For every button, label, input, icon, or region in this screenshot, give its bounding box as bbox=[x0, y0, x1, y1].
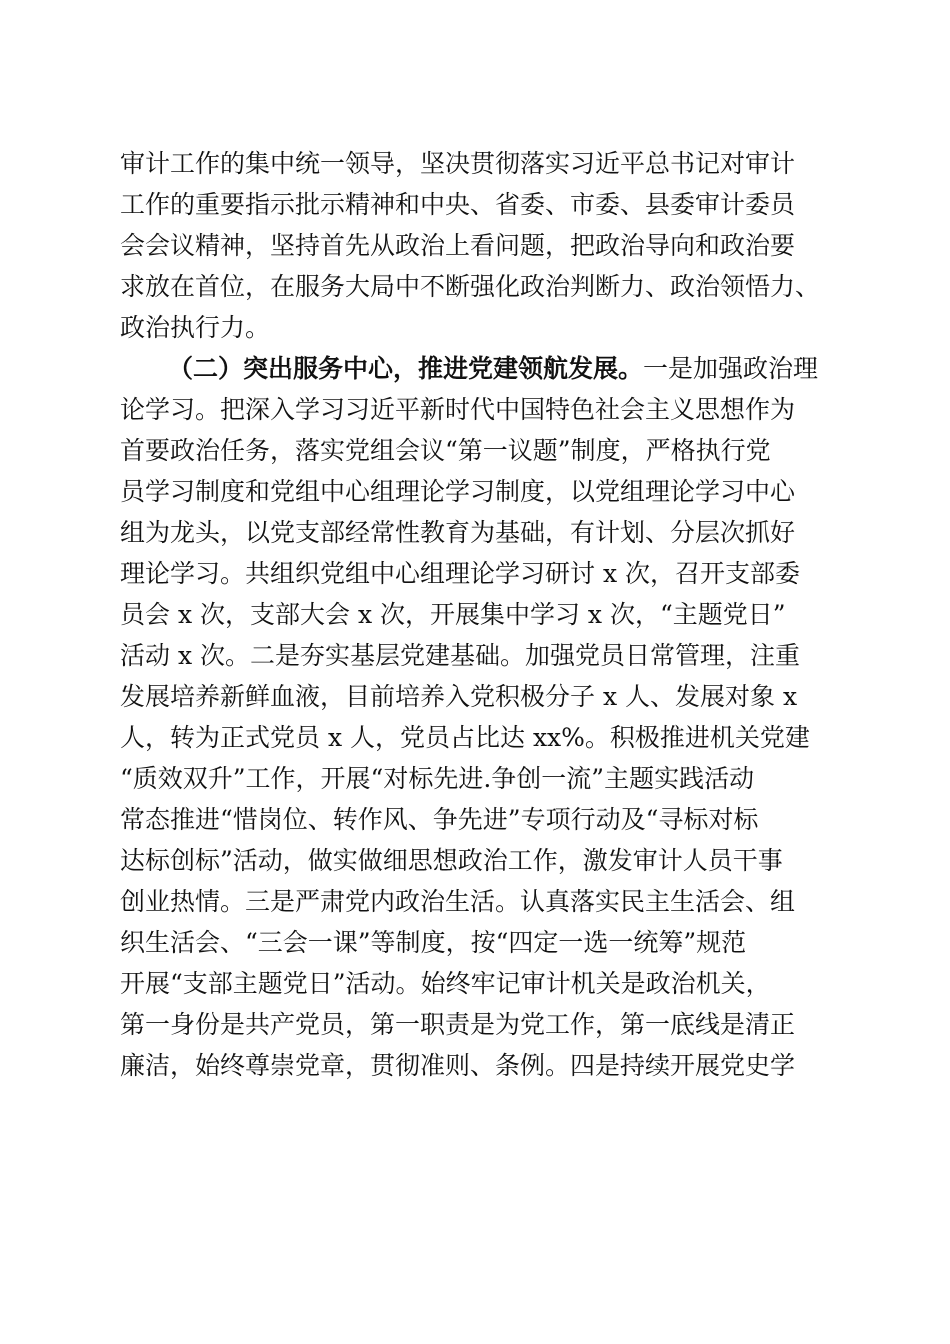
text-line: 开展“支部主题党日”活动。始终牢记审计机关是政治机关， bbox=[120, 969, 771, 998]
heading-tail-text: 一是加强政治理 bbox=[643, 354, 819, 383]
text-line: 员学习制度和党组中心组理论学习制度，以党组理论学习中心 bbox=[120, 477, 796, 506]
text-line: 首要政治任务，落实党组会议“第一议题”制度，严格执行党 bbox=[120, 436, 771, 465]
text-line: 求放在首位，在服务大局中不断强化政治判断力、政治领悟力、 bbox=[120, 272, 821, 301]
text-line: “质效双升”工作，开展“对标先进.争创一流”主题实践活动 bbox=[120, 764, 755, 793]
text-line: 常态推进“惜岗位、转作风、争先进”专项行动及“寻标对标 bbox=[120, 805, 759, 834]
text-line: 达标创标”活动，做实做细思想政治工作，激发审计人员干事 bbox=[120, 846, 783, 875]
body-text bbox=[120, 143, 832, 1086]
text-line: 审计工作的集中统一领导，坚决贯彻落实习近平总书记对审计 bbox=[120, 149, 796, 178]
text-line: 人，转为正式党员 x 人，党员占比达 xx%。积极推进机关党建 bbox=[120, 723, 810, 752]
text-line: 织生活会、“三会一课”等制度，按“四定一选一统筹”规范 bbox=[120, 928, 747, 957]
text-line: 会会议精神，坚持首先从政治上看问题，把政治导向和政治要 bbox=[120, 231, 796, 260]
text-line: 政治执行力。 bbox=[120, 313, 271, 342]
text-line: 廉洁，始终尊崇党章，贯彻准则、条例。四是持续开展党史学 bbox=[120, 1051, 796, 1080]
text-line: 创业热情。三是严肃党内政治生活。认真落实民主生活会、组 bbox=[120, 887, 796, 916]
text-line: 活动 x 次。二是夯实基层党建基础。加强党员日常管理，注重 bbox=[120, 641, 800, 670]
text-line: 组为龙头，以党支部经常性教育为基础，有计划、分层次抓好 bbox=[120, 518, 796, 547]
text-line: 理论学习。共组织党组中心组理论学习研讨 x 次，召开支部委 bbox=[120, 559, 800, 588]
text-line: 工作的重要指示批示精神和中央、省委、市委、县委审计委员 bbox=[120, 190, 796, 219]
text-line: 第一身份是共产党员，第一职责是为党工作，第一底线是清正 bbox=[120, 1010, 796, 1039]
section-heading-line bbox=[120, 348, 832, 389]
text-line: 论学习。把深入学习习近平新时代中国特色社会主义思想作为 bbox=[120, 395, 796, 424]
text-line: 发展培养新鲜血液，目前培养入党积极分子 x 人、发展对象 x bbox=[120, 682, 798, 711]
section-heading: （二）突出服务中心，推进党建领航发展。 bbox=[168, 354, 644, 383]
text-line: 员会 x 次，支部大会 x 次，开展集中学习 x 次，“主题党日” bbox=[120, 600, 786, 629]
